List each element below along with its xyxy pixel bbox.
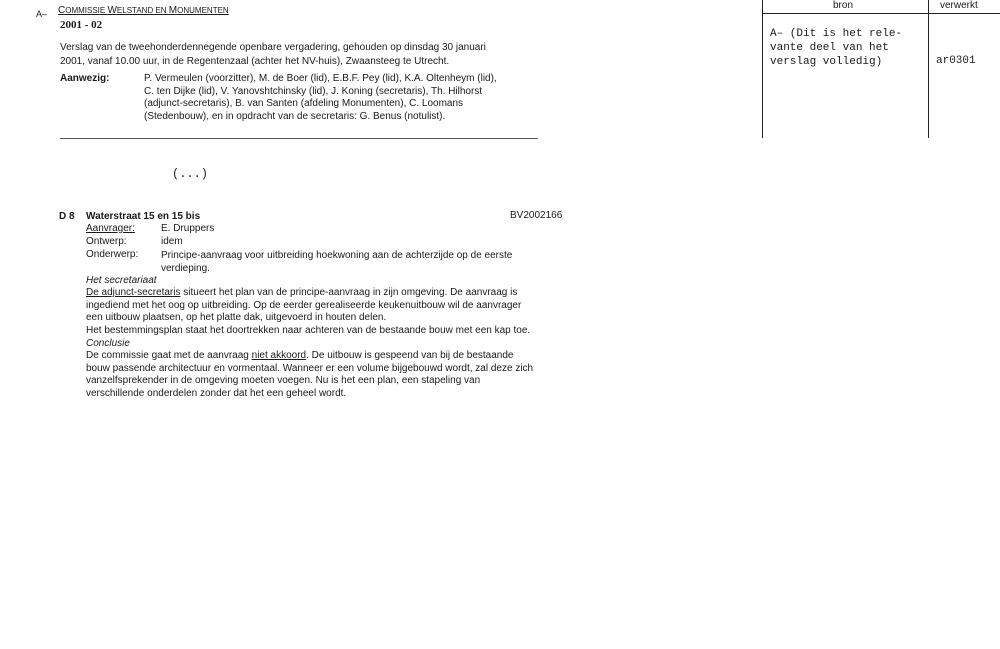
processed-code: ar0301 bbox=[936, 55, 976, 67]
applicant-value: E. Druppers bbox=[161, 223, 215, 234]
header-divider bbox=[60, 138, 538, 139]
source-note-line: verslag volledig) bbox=[770, 56, 883, 68]
secretariat-line bbox=[86, 287, 566, 300]
secretariat-line: een uitbouw plaatsen, op het platte dak, uitgevoerd in houten delen. bbox=[86, 312, 387, 324]
source-note-line: vante deel van het bbox=[770, 42, 889, 54]
agenda-item-number: D 8 bbox=[59, 211, 75, 222]
meeting-year: 2001 - 02 bbox=[60, 19, 103, 31]
attendance-line: (Stedenbouw), en in opdracht van de secretaris: G. Benus (notulist). bbox=[144, 110, 446, 122]
secretariat-line: ingediend met het oog op uitbreiding. Op de eerder gerealiseerde keukenuitbouw wil de aanvrager bbox=[86, 299, 522, 311]
conclusion-text: De commissie gaat met de aanvraag bbox=[86, 350, 252, 361]
section-marker: A– bbox=[36, 9, 48, 19]
secretariat-paragraph bbox=[86, 287, 566, 337]
subject-value bbox=[161, 249, 512, 275]
commission-name: COMMISSIE WELSTAND EN MONUMENTEN bbox=[58, 5, 229, 16]
table-header-divider bbox=[762, 13, 1000, 14]
subject-label: Onderwerp: bbox=[86, 249, 139, 260]
subject-line: Principe-aanvraag voor uitbreiding hoekwoning aan de achterzijde op de eerste bbox=[161, 250, 513, 261]
conclusion-line: bouw passende architectuur en vormentaal. Wanneer er een volume bijgebouwd wordt, zal deze zich bbox=[86, 362, 534, 374]
attendance-list bbox=[144, 73, 544, 123]
table-border-left bbox=[762, 0, 763, 138]
conclusion-verdict: niet akkoord bbox=[251, 350, 307, 361]
attendance-line: (adjunct-secretaris), B. van Santen (afdeling Monumenten), C. Loomans bbox=[144, 98, 464, 110]
processed-column-header: verwerkt bbox=[940, 0, 978, 11]
applicant-label: Aanvrager: bbox=[86, 223, 135, 234]
secretariat-heading: Het secretariaat bbox=[86, 275, 157, 286]
conclusion-line: vanzelfsprekender in de omgeving moeten voegen. Nu is het een plan, een stapeling van bbox=[86, 375, 481, 387]
agenda-item-address: Waterstraat 15 en 15 bis bbox=[86, 211, 201, 222]
design-label: Ontwerp: bbox=[86, 236, 127, 247]
omission-ellipsis: (...) bbox=[172, 167, 209, 181]
secretariat-subject: De adjunct-secretaris bbox=[86, 287, 181, 298]
secretariat-text: situeert het plan van de principe-aanvraag in zijn omgeving. De aanvraag is bbox=[180, 287, 518, 298]
attendance-line: P. Vermeulen (voorzitter), M. de Boer (lid), E.B.F. Pey (lid), K.A. Oltenheym (lid), bbox=[144, 73, 497, 84]
conclusion-line bbox=[86, 350, 566, 363]
table-border-middle bbox=[928, 0, 929, 138]
conclusion-line: verschillende onderdelen zonder dat het een geheel wordt. bbox=[86, 387, 347, 399]
intro-line: Verslag van de tweehonderdennegende openbare vergadering, gehouden op dinsdag 30 januari bbox=[60, 42, 486, 53]
conclusion-heading: Conclusie bbox=[86, 338, 130, 349]
conclusion-paragraph bbox=[86, 350, 566, 400]
subject-line: verdieping. bbox=[161, 263, 210, 274]
attendance-line: C. ten Dijke (lid), V. Yanovshtchinsky (lid), J. Koning (secretaris), Th. Hilhorst bbox=[144, 85, 483, 97]
attendance-label: Aanwezig: bbox=[60, 73, 110, 84]
design-value: idem bbox=[161, 236, 183, 247]
conclusion-text: . De uitbouw is gespeend van bij de bestaande bbox=[306, 350, 514, 361]
source-note-line: A– (Dit is het rele- bbox=[770, 28, 903, 40]
meeting-intro bbox=[60, 41, 540, 68]
secretariat-line: Het bestemmingsplan staat het doortrekken naar achteren van de bestaande bouw met een kap toe. bbox=[86, 324, 531, 336]
case-reference: BV2002166 bbox=[510, 210, 563, 221]
source-note bbox=[770, 27, 902, 69]
intro-line: 2001, vanaf 10.00 uur, in de Regentenzaal (achter het NV-huis), Zwaansteeg te Utrecht. bbox=[60, 55, 450, 67]
source-column-header: bron bbox=[833, 0, 854, 11]
